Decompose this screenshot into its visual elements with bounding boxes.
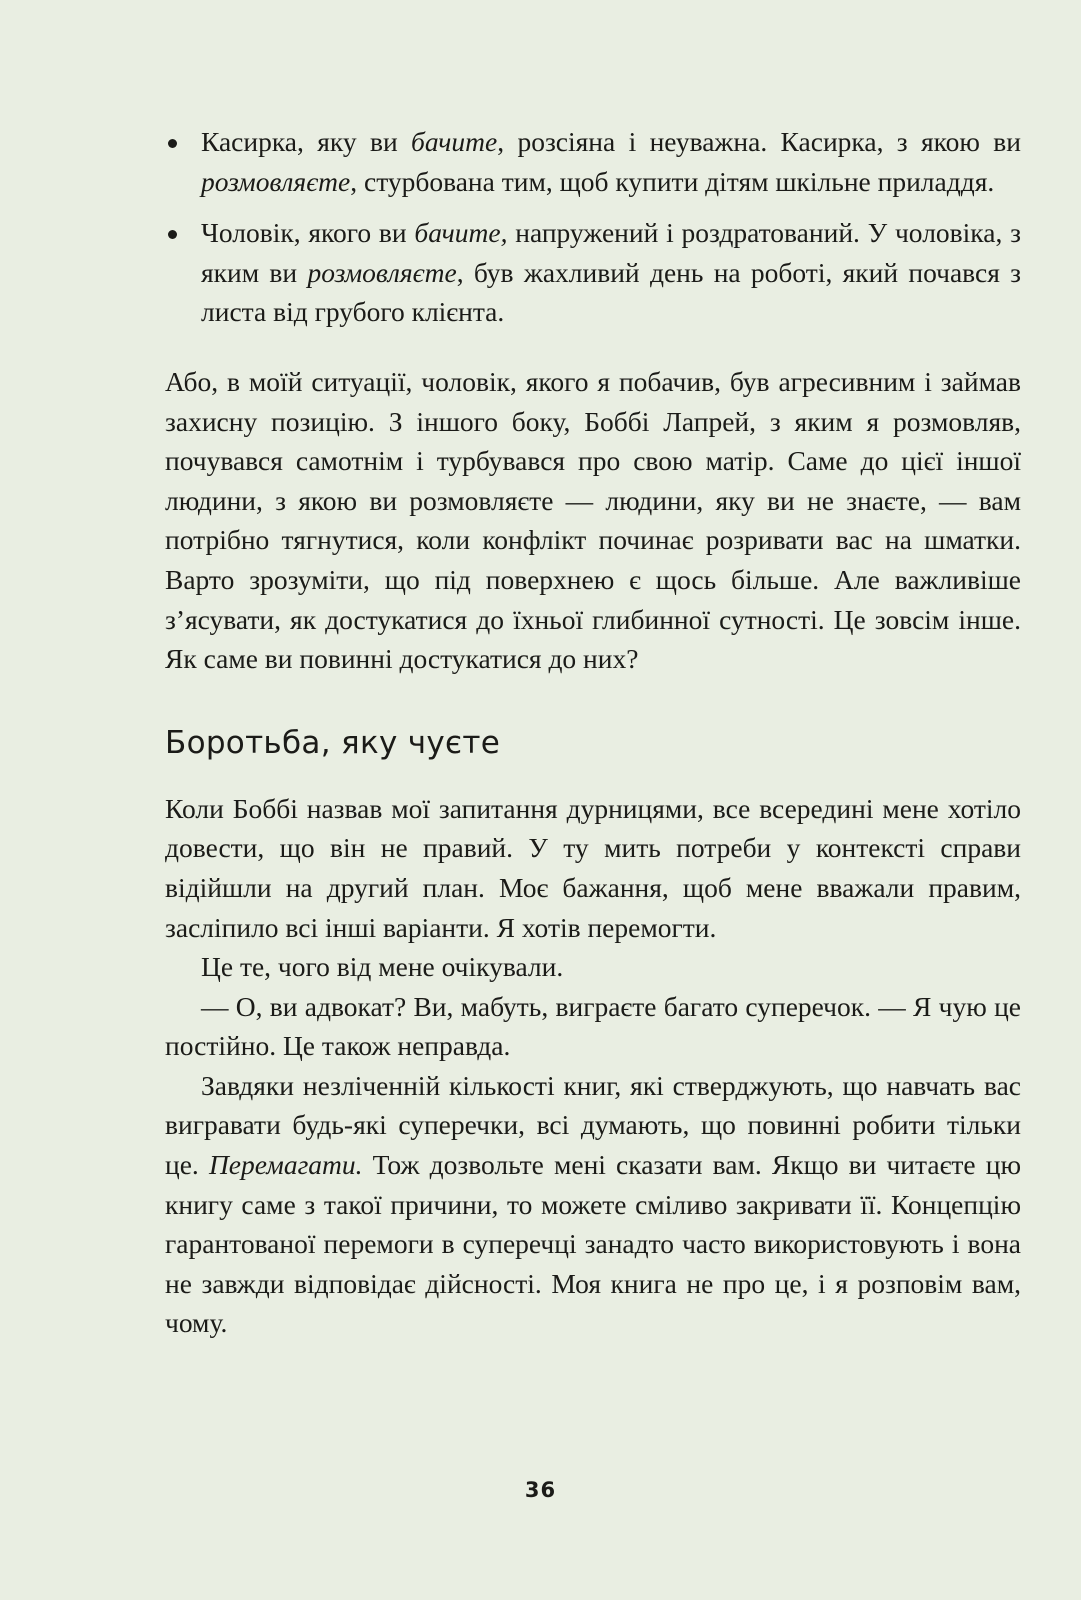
bullet-list xyxy=(165,122,1021,332)
body-paragraph: Або, в моїй ситуації, чоловік, якого я побачив, був агресивним і займав захисну позицію. З іншого боку, Боббі Лапрей, з яким я розмовляв, почувався самотнім і турбувався про свою матір. Саме до цієї іншої людини, з якою ви розмовляєте — людини, яку ви не знаєте, — вам потрібно тягнутися, коли конфлікт починає розривати вас на шматки. Варто зрозуміти, що під поверхнею є щось більше. Але важливіше з’ясувати, як достукатися до їхньої глибинної сутності. Це зовсім інше. Як саме ви повинні достукатися до них? xyxy=(165,365,1021,675)
emphasis: бачите, xyxy=(414,217,508,249)
bullet-item xyxy=(165,213,1021,332)
emphasis: розмовляєте xyxy=(307,256,457,288)
dialogue-paragraph: — О, ви адвокат? Ви, мабуть, виграєте багато суперечок. — Я чую це постійно. Це також неправда. xyxy=(165,990,1021,1062)
bullet-item xyxy=(165,122,1021,201)
section-heading: Боротьба, яку чуєте xyxy=(165,724,501,761)
page-number: 36 xyxy=(524,1478,557,1502)
bullet-icon xyxy=(168,230,177,239)
body-paragraph: Завдяки незліченній кількості книг, які стверджують, що навчать вас вигравати будь-які суперечки, всі думають, що повинні робити тільки це. Перемагати. Тож дозвольте мені сказати вам. Якщо ви читаєте цю книгу саме з такої причини, то можете сміливо закривати її. Концепцію гарантованої перемоги в суперечці занадто часто використовують і вона не завжди відповідає дійсності. Моя книга не про це, і я розповім вам, чому. xyxy=(165,1069,1021,1339)
bullet-text: Касирка, яку ви бачите, розсіяна і неуважна. Касирка, з якою ви розмовляєте, стурбована тим, щоб купити дітям шкільне приладдя. xyxy=(201,126,1021,197)
bullet-text: Чоловік, якого ви бачите, напружений і роздратований. У чоловіка, з яким ви розмовляєте, був жахливий день на роботі, який почався з листа від грубого клієнта. xyxy=(201,217,1021,328)
bullet-icon xyxy=(168,139,177,148)
emphasis: розмовляєте xyxy=(201,165,351,197)
emphasis: Перемагати. xyxy=(208,1149,363,1181)
emphasis: бачите xyxy=(411,126,498,157)
body-paragraph: Коли Боббі назвав мої запитання дурницями, все всередині мене хотіло довести, що він не правий. У ту мить потреби у контексті справи відійшли на другий план. Моє бажання, щоб мене вважали правим, засліпило всі інші варіанти. Я хотів перемогти. xyxy=(165,792,1021,943)
body-paragraph: Це те, чого від мене очікували. xyxy=(201,951,564,983)
